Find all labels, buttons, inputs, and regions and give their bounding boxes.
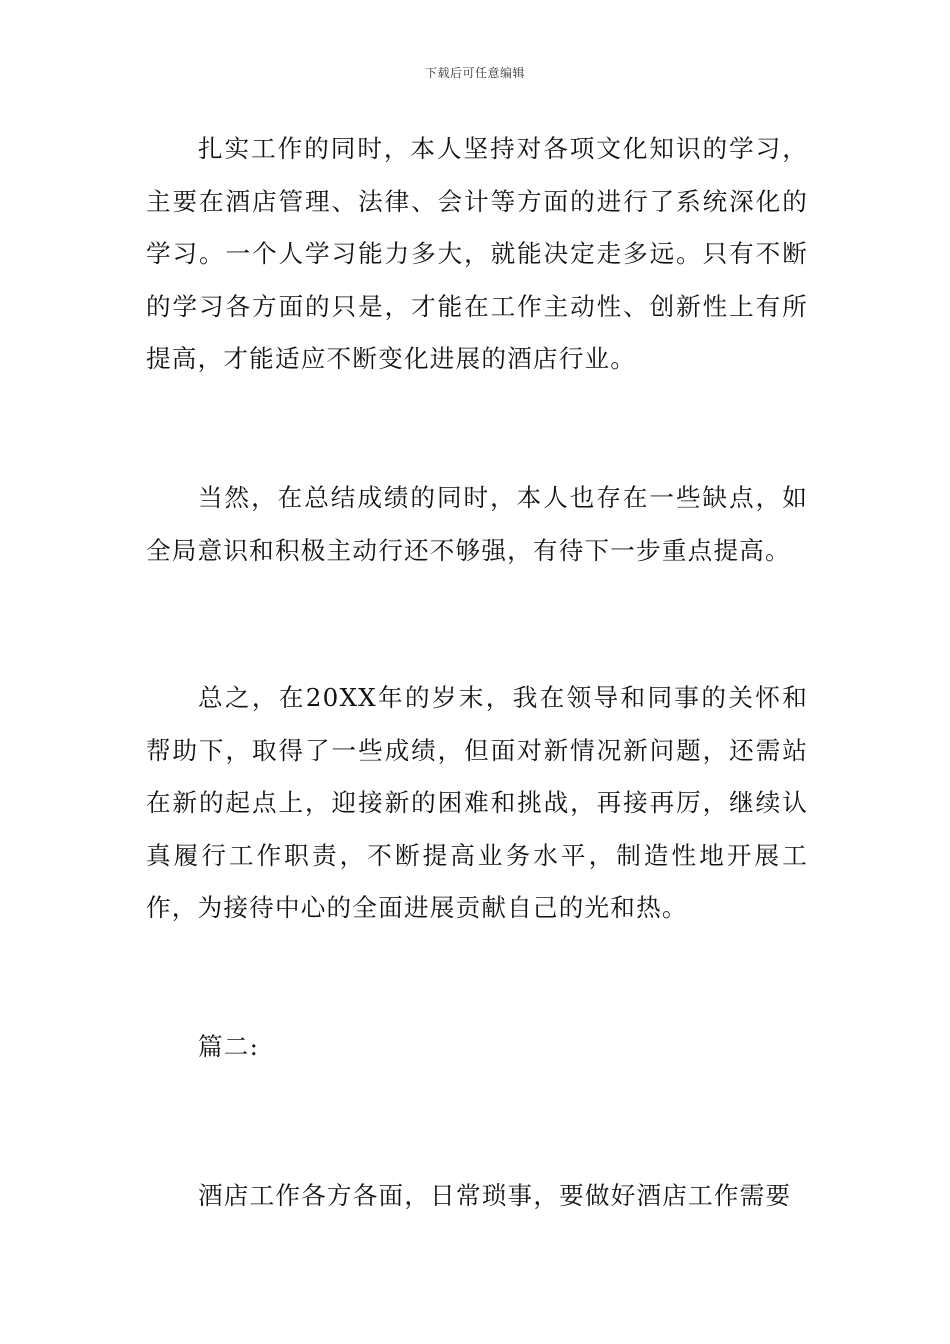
paragraph-shortcomings: 当然，在总结成绩的同时，本人也存在一些缺点，如全局意识和积极主动行还不够强，有待下一步重点提高。 [146,483,808,565]
header-note: 下载后可任意编辑 [424,66,525,80]
paragraph-study: 扎实工作的同时，本人坚持对各项文化知识的学习，主要在酒店管理、法律、会计等方面的进行了系统深化的学习。一个人学习能力多大，就能决定走多远。只有不断的学习各方面的只是，才能在工作主动性、创新性上有所提高，才能适应不断变化进展的酒店行业。 [146,134,808,373]
paragraph-conclusion: 总之，在20XX年的岁末，我在领导和同事的关怀和帮助下，取得了一些成绩，但面对新情况新问题，还需站在新的起点上，迎接新的困难和挑战，再接再厉，继续认真履行工作职责，不断提高业务水平，制造性地开展工作，为接待中心的全面进展贡献自己的光和热。 [146,683,808,922]
section-heading-part-two: 篇二: [198,1032,260,1061]
paragraph-part-two-intro: 酒店工作各方各面，日常琐事，要做好酒店工作需要 [198,1181,792,1210]
